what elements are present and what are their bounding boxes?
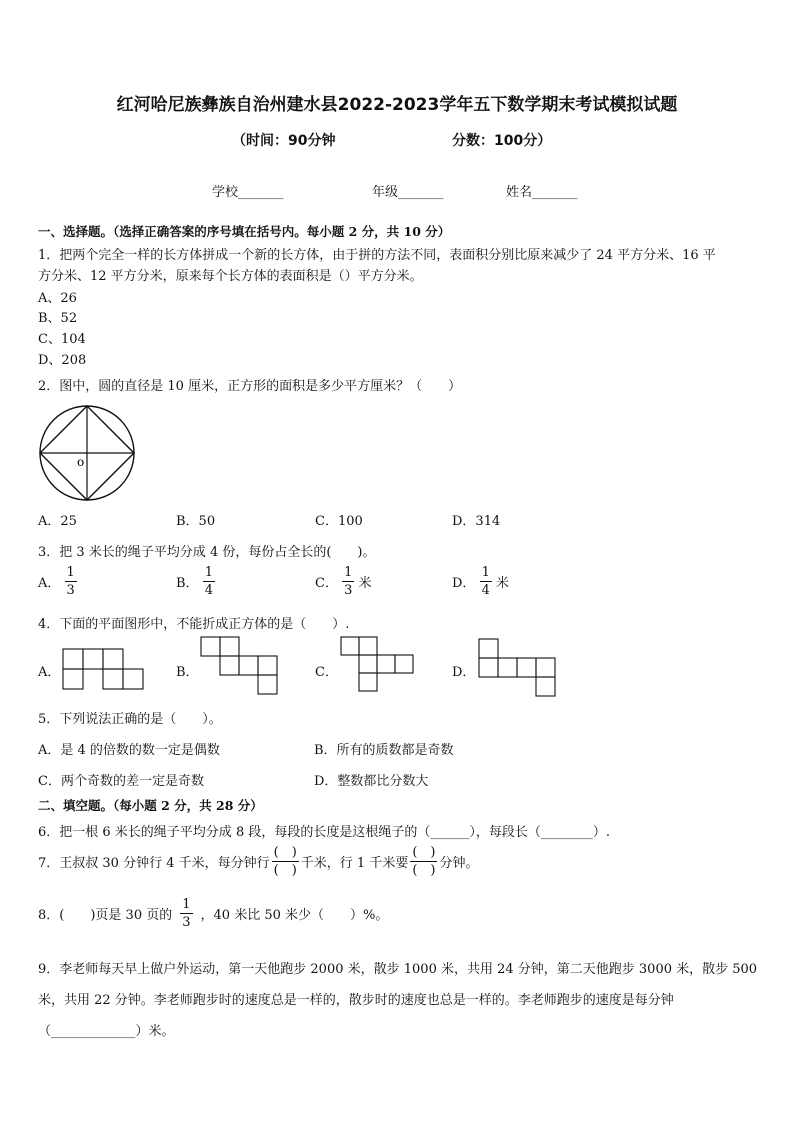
- q3-option-c: [315, 566, 372, 597]
- fraction-numerator: 1: [481, 565, 490, 580]
- q3-stem: 3．把 3 米长的绳子平均分成 4 份，每份占全长的( )。: [38, 545, 376, 560]
- fraction-denominator: 3: [66, 583, 75, 598]
- q7-part1: 7．王叔叔 30 分钟行 4 千米，每分钟行: [38, 856, 270, 871]
- q9-line3: （_____________）米。: [38, 1024, 175, 1039]
- figure-center-label: o: [77, 455, 85, 469]
- q1-line2: 方分米、12 平方分米，原来每个长方体的表面积是（）平方分米。: [38, 269, 423, 284]
- circle-square-figure: [38, 404, 138, 504]
- q8-part1: 8．( )页是 30 页的: [38, 908, 173, 923]
- q3-option-d: [452, 566, 509, 597]
- q5-option-c: C．两个奇数的差一定是奇数: [38, 774, 204, 789]
- q4-stem: 4．下面的平面图形中，不能折成正方体的是（ ）.: [38, 617, 350, 632]
- q1-line1: 1．把两个完全一样的长方体拼成一个新的长方体，由于拼的方法不同，表面积分别比原来减少了 24 平方分米、16 平: [38, 248, 716, 263]
- unit-label: 米: [496, 576, 510, 591]
- q2-option-a: A．25: [38, 514, 77, 529]
- q3-option-b-label: B．: [176, 576, 199, 591]
- q5-option-d: D．整数都比分数大: [314, 774, 429, 789]
- fraction-denominator: 4: [481, 583, 490, 598]
- section-fill-heading: 二、填空题。（每小题 2 分，共 28 分）: [38, 798, 263, 813]
- q9-line1: 9．李老师每天早上做户外运动，第一天他跑步 2000 米，散步 1000 米，共用 24 分钟，第二天他跑步 3000 米，散步 500: [38, 962, 758, 977]
- q6-text: 6．把一根 6 米长的绳子平均分成 8 段，每段的长度是这根绳子的（______），每段长（________）.: [38, 825, 610, 840]
- q7-blank-fraction-2[interactable]: [410, 846, 437, 877]
- fraction-denominator: 3: [344, 583, 353, 598]
- fraction-denominator: 4: [204, 583, 213, 598]
- fraction-numerator: ( ): [273, 845, 297, 860]
- q5-option-b: B．所有的质数都是奇数: [314, 743, 454, 758]
- fraction-denominator: ( ): [412, 863, 436, 878]
- q9-line2: 米，共用 22 分钟。李老师跑步时的速度总是一样的，散步时的速度也总是一样的。李老师跑步的速度是每分钟: [38, 993, 674, 1008]
- score-label: 分数：100分）: [452, 133, 552, 149]
- net-c-figure: [340, 636, 414, 698]
- q7-part2: 千米，行 1 千米要: [300, 856, 409, 871]
- q1-option-c: C、104: [38, 332, 86, 347]
- q1-option-a: A、26: [38, 291, 77, 306]
- fraction-one-fourth: [480, 566, 492, 597]
- fraction-denominator: ( ): [273, 863, 297, 878]
- unit-label: 米: [358, 576, 372, 591]
- q3-option-c-label: C．: [315, 576, 338, 591]
- fraction-one-fourth: [203, 566, 215, 597]
- q2-option-b: B．50: [176, 514, 216, 529]
- fraction-numerator: 1: [182, 897, 191, 912]
- page-title: 红河哈尼族彝族自治州建水县2022-2023学年五下数学期末考试模拟试题: [116, 95, 678, 115]
- q3-option-a-label: A．: [38, 576, 61, 591]
- q4-option-b-label: B．: [176, 665, 199, 680]
- q1-option-b: B、52: [38, 311, 78, 326]
- fraction-one-third: [180, 898, 192, 929]
- q1-option-d: D、208: [38, 353, 87, 368]
- fraction-numerator: 1: [66, 565, 75, 580]
- q2-stem: 2．图中，圆的直径是 10 厘米，正方形的面积是多少平方厘米？（ ）: [38, 379, 462, 394]
- grade-field[interactable]: 年级_______: [372, 185, 444, 200]
- q7-blank-fraction-1[interactable]: [272, 846, 299, 877]
- section-choice-heading: 一、选择题。（选择正确答案的序号填在括号内。每小题 2 分，共 10 分）: [38, 224, 451, 239]
- q3-option-d-label: D．: [452, 576, 476, 591]
- net-d-figure: [478, 638, 556, 700]
- fraction-numerator: 1: [344, 565, 353, 580]
- fraction-one-third: [65, 566, 77, 597]
- q2-option-d: D．314: [452, 514, 501, 529]
- name-field[interactable]: 姓名_______: [506, 185, 578, 200]
- net-a-figure: [62, 648, 144, 690]
- q7-part3: 分钟。: [439, 856, 479, 871]
- q4-option-a-label: A．: [38, 665, 61, 680]
- time-label: （时间：90分钟: [232, 133, 336, 149]
- q8-part2: ，40 米比 50 米少（ ）%。: [200, 908, 389, 923]
- q2-option-c: C．100: [315, 514, 363, 529]
- q7-line: [38, 846, 479, 877]
- q4-option-d-label: D．: [452, 665, 476, 680]
- q3-option-b: [176, 566, 215, 597]
- q3-option-a: [38, 566, 77, 597]
- q4-option-c-label: C．: [315, 665, 338, 680]
- q5-stem: 5．下列说法正确的是（ ）。: [38, 712, 222, 727]
- net-b-figure: [200, 636, 278, 698]
- school-field[interactable]: 学校_______: [212, 185, 284, 200]
- fraction-one-third: [342, 566, 354, 597]
- fraction-numerator: ( ): [412, 845, 436, 860]
- q5-option-a: A．是 4 的倍数的数一定是偶数: [38, 743, 220, 758]
- q8-line: [38, 898, 388, 929]
- fraction-denominator: 3: [182, 915, 191, 930]
- fraction-numerator: 1: [204, 565, 213, 580]
